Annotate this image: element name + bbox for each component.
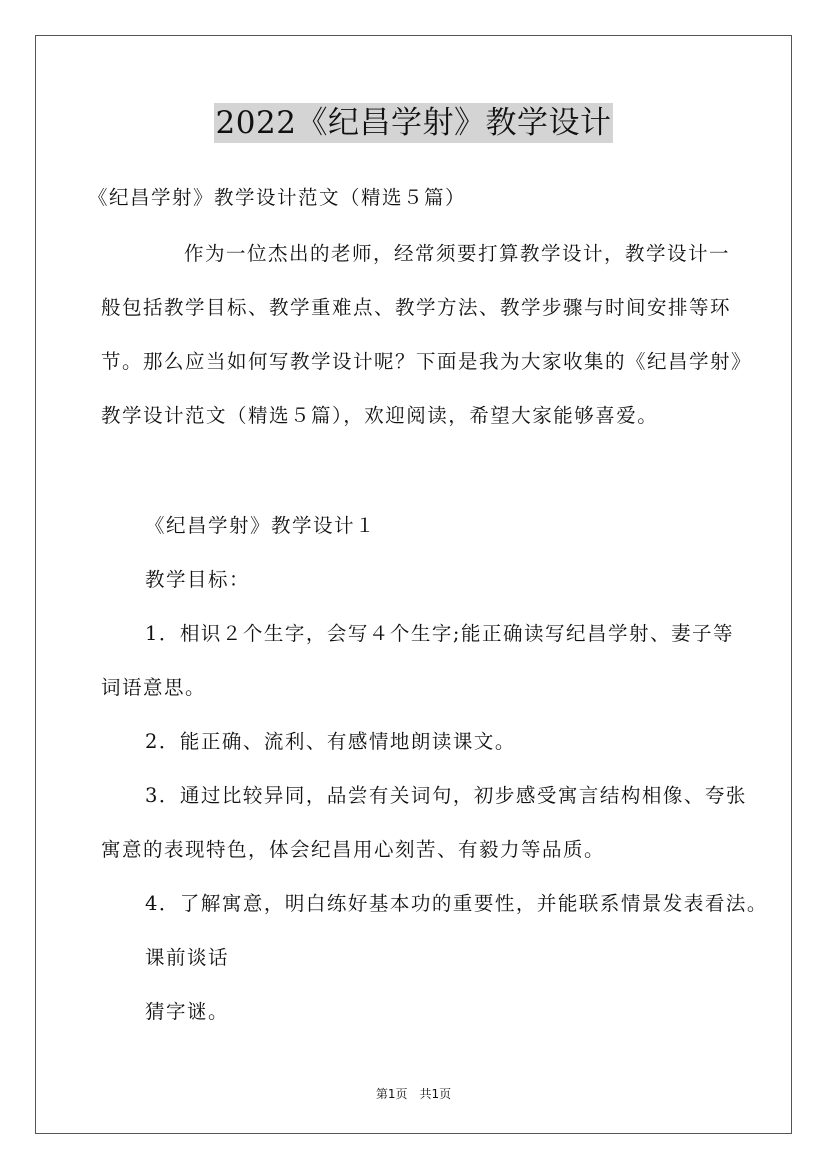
- goal-line-2: 2．能正确、流利、有感情地朗读课文。: [145, 730, 516, 753]
- intro-line-1: 作为一位杰出的老师，经常须要打算教学设计，教学设计一: [184, 242, 731, 265]
- goal-line-3-cont: 寓意的表现特色，体会纪昌用心刻苦、有毅力等品质。: [101, 838, 606, 861]
- riddle-text: 猜字谜。: [145, 1000, 230, 1023]
- intro-line-3: 节。那么应当如何写教学设计呢？下面是我为大家收集的《纪昌学射》: [101, 350, 753, 373]
- document-title: 2022《纪昌学射》教学设计: [215, 105, 612, 141]
- intro-line-4: 教学设计范文（精选５篇），欢迎阅读，希望大家能够喜爱。: [101, 404, 659, 427]
- pre-class-heading: 课前谈话: [145, 946, 230, 969]
- goal-line-1: 1．相识２个生字，会写４个生字;能正确读写纪昌学射、妻子等: [145, 622, 734, 645]
- goal-line-1-cont: 词语意思。: [101, 676, 207, 699]
- goal-line-4: 4．了解寓意，明白练好基本功的重要性，并能联系情景发表看法。: [145, 892, 768, 915]
- section-title: 《纪昌学射》教学设计１: [145, 514, 377, 537]
- page-footer: 第1页 共1页: [375, 1087, 452, 1101]
- intro-line-2: 般包括教学目标、教学重难点、教学方法、教学步骤与时间安排等环: [101, 296, 732, 319]
- goals-heading: 教学目标：: [145, 568, 251, 591]
- goal-line-3: 3．通过比较异同，品尝有关词句，初步感受寓言结构相像、夸张: [145, 784, 747, 807]
- title-wrapper: [0, 103, 827, 143]
- document-subtitle: 《纪昌学射》教学设计范文（精选５篇）: [88, 186, 467, 209]
